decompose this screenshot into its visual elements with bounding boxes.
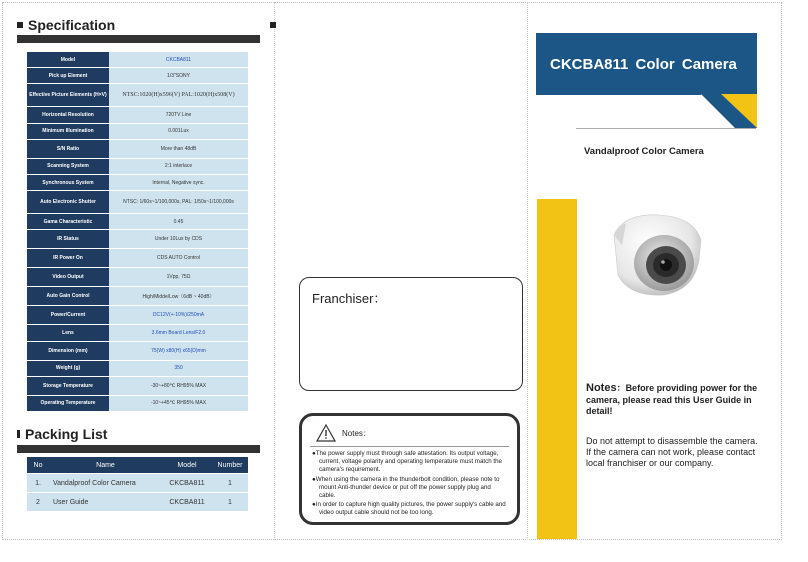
spec-label: Power/Current	[27, 306, 109, 324]
header-model: Model	[162, 457, 212, 473]
header-name: Name	[49, 457, 162, 473]
franchiser-box	[299, 277, 523, 391]
spec-label: Model	[27, 52, 109, 67]
list-item: ●In order to capture high quality pictures, the power supply's cable and video output cable should not be too long.	[312, 501, 506, 517]
table-row	[27, 396, 248, 411]
spec-value: 720TV Line	[109, 107, 248, 122]
spec-value: 0.001Lux	[109, 124, 248, 139]
spec-label: Minimum Illumination	[27, 124, 109, 139]
table-row	[27, 230, 248, 248]
notes-list	[312, 450, 507, 518]
cover-rule	[576, 128, 756, 129]
notes-divider	[310, 446, 509, 447]
spec-label: Lens	[27, 325, 109, 340]
table-row	[27, 342, 248, 360]
spec-label: Pick up Element	[27, 68, 109, 83]
packing-header-row	[27, 457, 248, 473]
spec-label: Scanning System	[27, 159, 109, 174]
spec-value: 350	[109, 361, 248, 376]
table-row	[27, 52, 248, 67]
packing-title	[17, 426, 107, 442]
notes-title: Notes：	[342, 428, 371, 438]
spec-label: Auto Electronic Shutter	[27, 191, 109, 213]
spec-label: Gama Characteristic	[27, 214, 109, 229]
yellow-stripe	[537, 199, 577, 539]
spec-value: More than 48dB	[109, 140, 248, 158]
notes-box	[299, 413, 520, 525]
cover-banner	[536, 33, 757, 95]
franchiser-label: Franchiser：	[312, 291, 387, 306]
bullet-square-icon	[17, 22, 23, 28]
spec-value: Internal, Negative sync.	[109, 175, 248, 190]
table-row	[27, 124, 248, 139]
spec-title	[17, 17, 115, 33]
table-row	[27, 306, 248, 324]
spec-value: CDS AUTO Control	[109, 249, 248, 267]
cover-body-text: Do not attempt to disassemble the camera. If the camera can not work, please contact local franchiser or our company.	[586, 436, 758, 468]
table-row	[27, 107, 248, 122]
table-row	[27, 493, 248, 511]
warning-icon	[316, 424, 336, 442]
spec-label: Operating Temperature	[27, 396, 109, 411]
packing-table	[27, 456, 248, 512]
cover-subtitle: Vandalproof Color Camera	[584, 146, 704, 157]
table-row	[27, 474, 248, 492]
spec-value: 2:1 interlace	[109, 159, 248, 174]
row-name: User Guide	[49, 493, 162, 511]
packing-title-text: Packing List	[25, 426, 108, 442]
table-row	[27, 249, 248, 267]
spec-value: NTSC: 1/60s~1/100,000s, PAL: 1/50s~1/100,000s	[109, 191, 248, 213]
cover-notes	[586, 383, 758, 418]
row-number: 1	[212, 493, 248, 511]
spec-value: CKCBA811	[109, 52, 248, 67]
spec-label: IR Status	[27, 230, 109, 248]
table-row	[27, 377, 248, 395]
spec-value: 1/3"SONY	[109, 68, 248, 83]
row-model: CKCBA811	[162, 493, 212, 511]
table-row	[27, 191, 248, 213]
table-row	[27, 175, 248, 190]
header-number: Number	[212, 457, 248, 473]
spec-label: Storage Temperature	[27, 377, 109, 395]
list-item: ●The power supply must through safe attestation. Its output voltage, current, voltage polarity and operating temperature must match the camera's requirement.	[312, 450, 502, 474]
spec-label: Auto Gain Control	[27, 287, 109, 305]
table-row	[27, 268, 248, 286]
spec-value: -30~+80℃ RH95% MAX	[109, 377, 248, 395]
row-model: CKCBA811	[162, 474, 212, 492]
bullet-square-icon	[270, 22, 276, 28]
spec-value: 1Vpp, 75Ω	[109, 268, 248, 286]
row-no: 2	[27, 493, 49, 511]
spec-title-bar	[17, 35, 260, 43]
spec-value: DC12V(+-10%)/250mA	[109, 306, 248, 324]
row-name: Vandalproof Color Camera	[49, 474, 162, 492]
spec-label: Effective Picture Elements (H×V)	[27, 84, 109, 106]
header-no: No	[27, 457, 49, 473]
spec-value: 75(W) x80(H) x65(D)mm	[109, 342, 248, 360]
spec-label: Dimension (mm)	[27, 342, 109, 360]
table-row	[27, 159, 248, 174]
spec-table	[27, 51, 248, 412]
fold-line-right	[527, 2, 528, 540]
spec-label: S/N Ratio	[27, 140, 109, 158]
spec-label: Video Output	[27, 268, 109, 286]
spec-value: 3.6mm Board Lens/F2.0	[109, 325, 248, 340]
spec-value: 0.45	[109, 214, 248, 229]
cover-notes-label: Notes	[586, 382, 617, 394]
table-row	[27, 361, 248, 376]
table-row	[27, 84, 248, 106]
row-number: 1	[212, 474, 248, 492]
table-row	[27, 140, 248, 158]
spec-value: Under 10Lux by CDS	[109, 230, 248, 248]
spec-label: Weight (g)	[27, 361, 109, 376]
spec-label: Synchronous System	[27, 175, 109, 190]
table-row	[27, 325, 248, 340]
packing-title-bar	[17, 445, 260, 453]
bullet-bar-icon	[17, 430, 20, 438]
banner-accent-triangle	[701, 94, 757, 128]
spec-label: Horizontal Resolution	[27, 107, 109, 122]
spec-value: NTSC:1020(H)x596(V) PAL:1020(H)x508(V)	[109, 84, 248, 106]
table-row	[27, 214, 248, 229]
notes-header	[316, 424, 507, 442]
spec-value: High/Midde/Low（6dB ~ 40dB）	[109, 287, 248, 305]
spec-title-text: Specification	[28, 17, 116, 33]
cover-banner-text: CKCBA811 Color Camera	[550, 55, 737, 73]
cover-notes-text: ：Before providing power for the camera, please read this User Guide in detail!	[586, 383, 758, 416]
table-row	[27, 287, 248, 305]
fold-line-left	[274, 2, 275, 540]
list-item: ●When using the camera in the thunderbolt condition, please note to mount Anti-thunder device or put off the power supply plug and cable.	[312, 475, 500, 500]
spec-value: -10~+45℃ RH95% MAX	[109, 396, 248, 411]
row-no: 1.	[27, 474, 49, 492]
camera-product-image	[604, 205, 709, 305]
table-row	[27, 68, 248, 83]
spec-label: IR Power On	[27, 249, 109, 267]
